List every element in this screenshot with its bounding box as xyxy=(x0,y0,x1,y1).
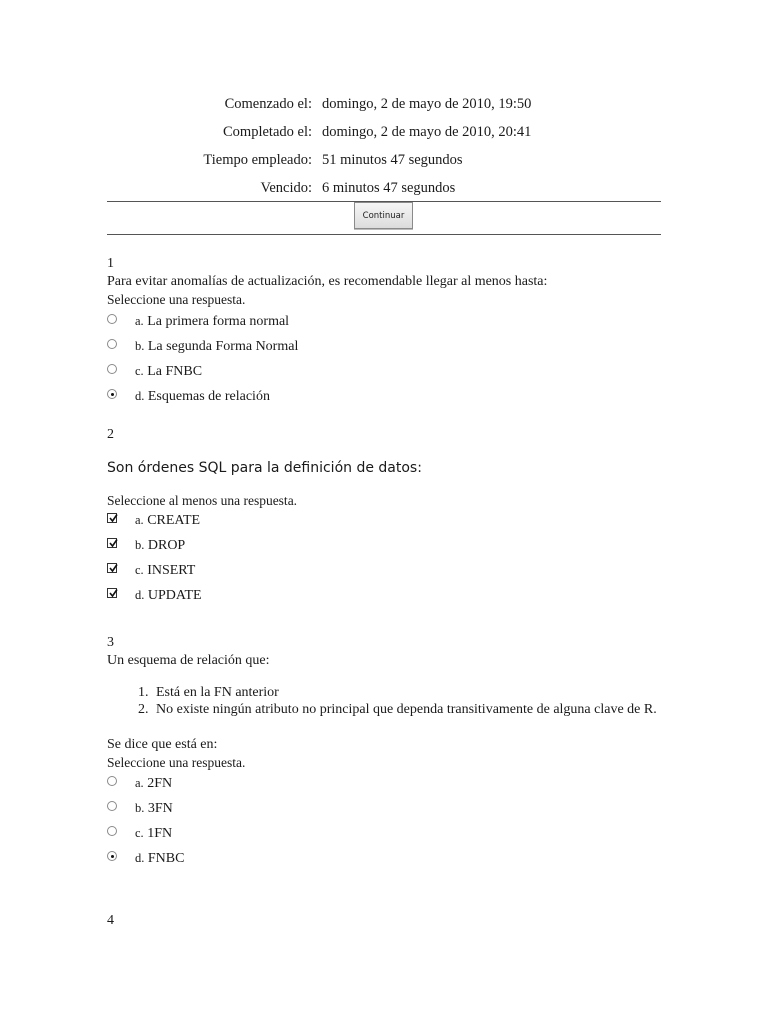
checkbox-checked[interactable] xyxy=(107,588,117,598)
summary-row-completed xyxy=(0,120,768,148)
divider-bottom xyxy=(107,234,661,235)
option-d[interactable] xyxy=(107,586,667,611)
checkbox-checked[interactable] xyxy=(107,538,117,548)
radio-button[interactable] xyxy=(107,776,117,786)
summary-value: domingo, 2 de mayo de 2010, 20:41 xyxy=(322,124,532,140)
option-label: DROP xyxy=(147,538,186,553)
option-letter: c. xyxy=(135,364,144,378)
condition-list xyxy=(107,684,667,718)
option-label: FNBC xyxy=(147,851,185,866)
checkbox-checked[interactable] xyxy=(107,563,117,573)
question-text: Son órdenes SQL para la definición de datos: xyxy=(107,460,422,476)
list-item: 2. No existe ningún atributo no principal que dependa transitivamente de alguna clave de R. xyxy=(152,701,667,718)
option-c[interactable] xyxy=(107,561,667,586)
option-b[interactable] xyxy=(107,536,667,561)
summary-label: Vencido: xyxy=(260,180,312,196)
question-number: 4 xyxy=(107,913,114,928)
radio-button[interactable] xyxy=(107,314,117,324)
checkmark-icon xyxy=(108,588,119,599)
option-letter: b. xyxy=(135,538,145,552)
option-label: La FNBC xyxy=(147,364,203,379)
option-label: 2FN xyxy=(147,776,173,791)
option-a[interactable] xyxy=(107,511,667,536)
option-b[interactable] xyxy=(107,799,667,824)
summary-value: 6 minutos 47 segundos xyxy=(322,180,456,196)
summary-label: Tiempo empleado: xyxy=(203,152,312,168)
question-text: Un esquema de relación que: xyxy=(107,653,270,668)
question-2 xyxy=(107,426,667,611)
option-c[interactable] xyxy=(107,824,667,849)
answer-prompt: Seleccione al menos una respuesta. xyxy=(107,493,298,508)
continue-button[interactable]: Continuar xyxy=(354,202,413,229)
summary-row-started xyxy=(0,92,768,120)
checkbox-checked[interactable] xyxy=(107,513,117,523)
question-3 xyxy=(107,634,667,874)
checkmark-icon xyxy=(108,513,119,524)
answer-prompt: Seleccione una respuesta. xyxy=(107,292,246,307)
question-followup-text: Se dice que está en: xyxy=(107,737,218,752)
option-label: Esquemas de relación xyxy=(147,389,270,404)
option-letter: d. xyxy=(135,389,145,403)
option-letter: b. xyxy=(135,801,145,815)
radio-button[interactable] xyxy=(107,339,117,349)
option-label: UPDATE xyxy=(147,588,202,603)
question-number: 3 xyxy=(107,635,114,650)
option-letter: a. xyxy=(135,314,144,328)
option-label: La segunda Forma Normal xyxy=(147,339,299,354)
summary-value: domingo, 2 de mayo de 2010, 19:50 xyxy=(322,96,532,112)
answer-prompt: Seleccione una respuesta. xyxy=(107,755,246,770)
radio-button[interactable] xyxy=(107,826,117,836)
question-4 xyxy=(107,912,667,930)
option-letter: a. xyxy=(135,776,144,790)
summary-label: Completado el: xyxy=(223,124,312,140)
option-c[interactable] xyxy=(107,362,667,387)
attempt-summary xyxy=(0,92,768,204)
option-label: CREATE xyxy=(147,513,201,528)
option-label: La primera forma normal xyxy=(147,314,290,329)
checkmark-icon xyxy=(108,538,119,549)
option-label: 3FN xyxy=(147,801,173,816)
radio-button[interactable] xyxy=(107,801,117,811)
option-letter: b. xyxy=(135,339,145,353)
option-label: 1FN xyxy=(147,826,173,841)
option-a[interactable] xyxy=(107,312,667,337)
option-letter: d. xyxy=(135,588,145,602)
list-item: 1. Está en la FN anterior xyxy=(152,684,667,701)
question-number: 1 xyxy=(107,256,114,271)
summary-value: 51 minutos 47 segundos xyxy=(322,152,463,168)
option-letter: c. xyxy=(135,826,144,840)
radio-button[interactable] xyxy=(107,364,117,374)
radio-button-selected[interactable] xyxy=(107,389,117,399)
summary-label: Comenzado el: xyxy=(224,96,312,112)
option-d[interactable] xyxy=(107,849,667,874)
radio-button-selected[interactable] xyxy=(107,851,117,861)
question-1 xyxy=(107,255,667,412)
checkmark-icon xyxy=(108,563,119,574)
option-d[interactable] xyxy=(107,387,667,412)
summary-row-overdue xyxy=(0,176,768,204)
question-text: Para evitar anomalías de actualización, es recomendable llegar al menos hasta: xyxy=(107,274,548,289)
option-a[interactable] xyxy=(107,774,667,799)
question-number: 2 xyxy=(107,427,114,442)
option-letter: d. xyxy=(135,851,145,865)
option-label: INSERT xyxy=(147,563,196,578)
option-letter: c. xyxy=(135,563,144,577)
option-letter: a. xyxy=(135,513,144,527)
summary-row-time-taken xyxy=(0,148,768,176)
option-b[interactable] xyxy=(107,337,667,362)
